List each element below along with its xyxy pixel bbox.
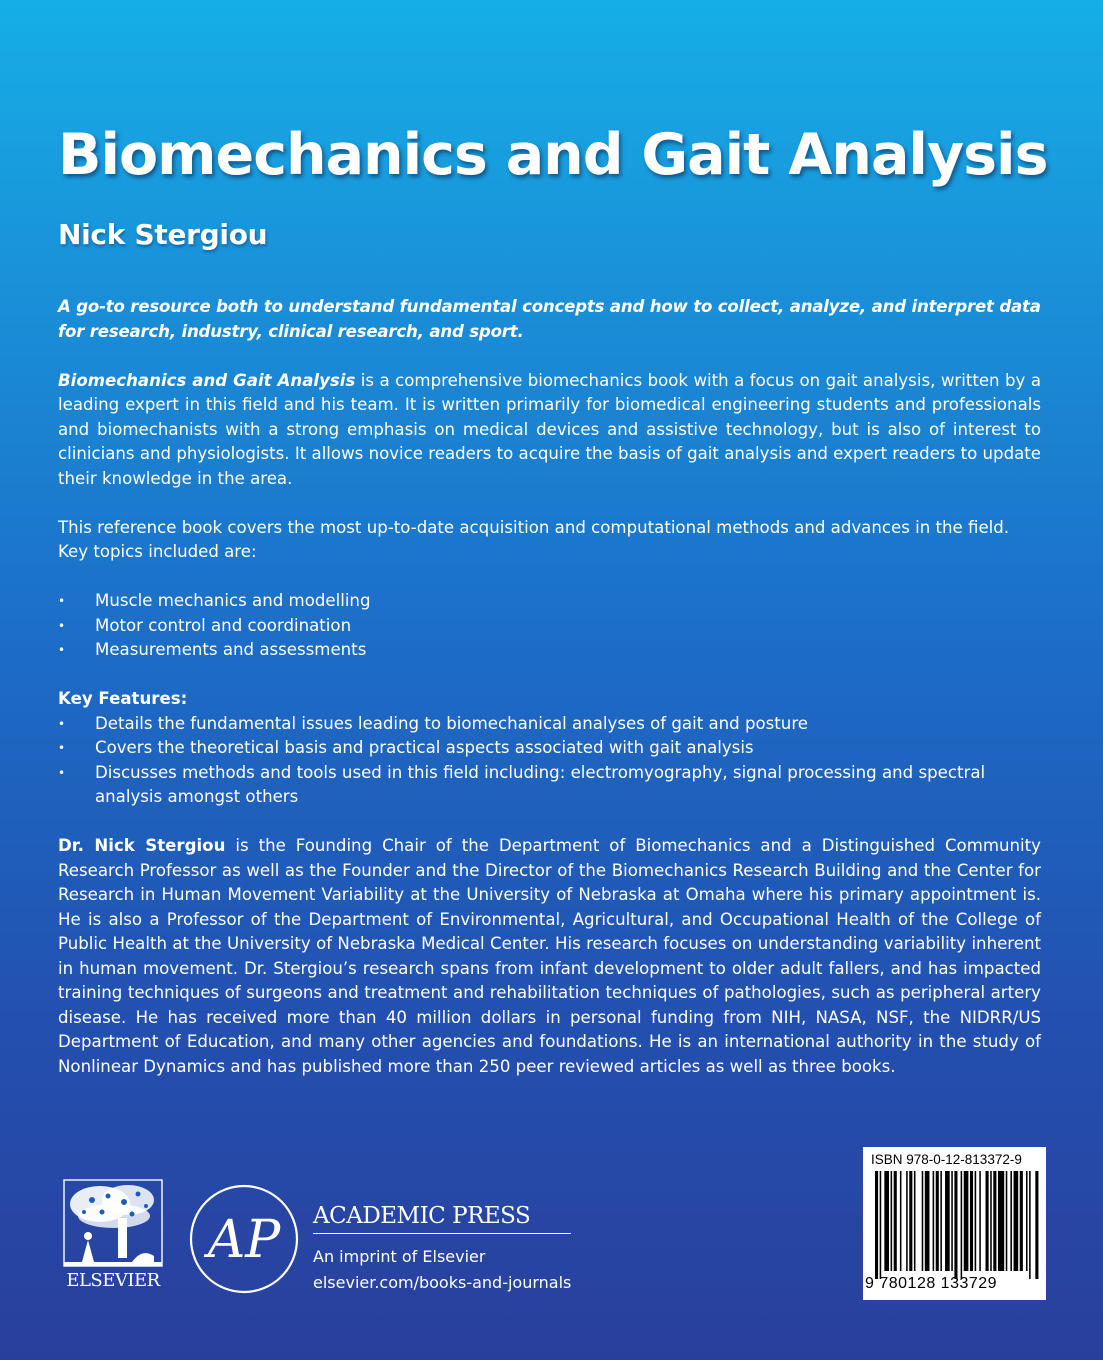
barcode-bar: [906, 1171, 908, 1271]
barcode-bar: [961, 1171, 963, 1279]
barcode-bar: [875, 1171, 878, 1279]
barcode-bar: [1014, 1171, 1019, 1271]
barcode-bar: [933, 1171, 935, 1271]
barcode-bar: [891, 1171, 893, 1271]
barcode-bar: [1029, 1171, 1031, 1279]
barcode-bar: [940, 1171, 942, 1271]
barcode-bar: [945, 1171, 950, 1271]
barcode-bar: [1035, 1171, 1038, 1279]
barcode-bar: [909, 1171, 912, 1271]
barcode-bar: [884, 1171, 889, 1271]
barcode-bar: [993, 1171, 996, 1271]
barcode-bar: [914, 1171, 916, 1271]
barcode-bar: [998, 1171, 1004, 1271]
publisher-imprint: An imprint of Elsevier: [313, 1247, 486, 1266]
barcode-bar: [990, 1171, 992, 1271]
author-bio: [58, 834, 1041, 1079]
barcode-bar: [1010, 1171, 1012, 1271]
book-title: Biomechanics and Gait Analysis: [58, 122, 1048, 188]
intro-text: is a comprehensive biomechanics book with a focus on gait analysis, written by a leading expert in this field and his team. It is written primarily for biomedical engineering students and professionals and biomechanists with a strong emphasis on medical devices and assistive technology, but is also of interest to clinicians and physiologists. It allows novice readers to acquire the basis of gait analysis and expert readers to update their knowledge in the area.: [58, 370, 1041, 488]
barcode-bar: [936, 1171, 939, 1271]
intro-paragraph: [58, 369, 1041, 492]
ap-monogram: AP: [207, 1210, 281, 1270]
tagline: A go-to resource both to understand fundamental concepts and how to collect, analyze, and interpret data for research, industry, clinical research, and sport.: [58, 297, 1041, 341]
bio-text: is the Founding Chair of the Department of Biomechanics and a Distinguished Community Research Professor as well as the Founder and the Director of the Biomechanics Research Building and the Center for Research in Human Movement Variability at the University of Nebraska at Omaha where his primary appointment is. He is also a Professor of the Department of Environmental, Agricultural, and Occupational Health of the College of Public Health at the University of Nebraska Medical Center. His research focuses on understanding variability inherent in human movement. Dr. Stergiou’s research spans from infant development to older adult fallers, and has impacted training techniques of surgeons and treatment and rehabilitation techniques of pathologies, such as peripheral artery disease. He has received more than 40 million dollars in personal funding from NIH, NASA, NSF, the NIDRR/US Department of Education, and many other agencies and foundations. He is an international authority in the study of Nonlinear Dynamics and has published more than 250 peer reviewed articles as well as three books.: [58, 836, 1041, 1076]
academic-press-block: [313, 1203, 571, 1292]
academic-press-ap-icon: [188, 1183, 300, 1295]
barcode-bar: [970, 1171, 973, 1271]
barcode-bar: [951, 1171, 953, 1271]
publisher-name: ACADEMIC PRESS: [313, 1203, 571, 1234]
barcode-bar: [986, 1171, 989, 1271]
list-item: • Motor control and coordination: [58, 614, 1041, 639]
isbn-barcode: [863, 1147, 1046, 1300]
list-item: • Muscle mechanics and modelling: [58, 589, 1041, 614]
key-features-heading: Key Features:: [58, 689, 188, 708]
topics-list: [58, 589, 1041, 663]
list-item: • Discusses methods and tools used in this field including: electromyography, signal processing and spectral analysis amongst others: [58, 761, 1041, 810]
topics-intro: This reference book covers the most up-to-date acquisition and computational methods and advances in the field. Key topics included are:: [58, 517, 1010, 561]
book-author: Nick Stergiou: [58, 218, 268, 251]
bio-author-name: Dr. Nick Stergiou: [58, 836, 226, 855]
barcode-bar: [925, 1171, 930, 1271]
intro-book-title: Biomechanics and Gait Analysis: [58, 370, 356, 390]
list-item: • Covers the theoretical basis and practical aspects associated with gait analysis: [58, 736, 1041, 761]
barcode-bar: [1026, 1171, 1028, 1271]
elsevier-wordmark: ELSEVIER: [66, 1270, 160, 1291]
barcode-bar: [964, 1171, 969, 1271]
description-body: [58, 295, 1041, 1079]
barcode-bar: [894, 1171, 897, 1271]
elsevier-logo: [62, 1178, 164, 1296]
barcode-bar: [922, 1171, 924, 1271]
key-features-list: [58, 712, 1041, 810]
barcode-bar: [979, 1171, 981, 1271]
barcode-bar: [900, 1171, 902, 1271]
list-item: • Measurements and assessments: [58, 638, 1041, 663]
barcode-bar: [975, 1171, 977, 1271]
elsevier-tree-icon: [62, 1178, 164, 1270]
barcode-bar: [1020, 1171, 1023, 1271]
isbn-label: ISBN 978-0-12-813372-9: [871, 1152, 1022, 1167]
list-item: • Details the fundamental issues leading to biomechanical analyses of gait and posture: [58, 712, 1041, 737]
isbn-barcode-icon: [875, 1171, 1040, 1279]
barcode-digits-text: 9 780128 133729: [865, 1275, 998, 1292]
publisher-url: elsevier.com/books-and-journals: [313, 1273, 572, 1292]
barcode-bar: [954, 1171, 957, 1279]
barcode-bar: [1006, 1171, 1008, 1271]
barcode-bar: [880, 1171, 882, 1279]
